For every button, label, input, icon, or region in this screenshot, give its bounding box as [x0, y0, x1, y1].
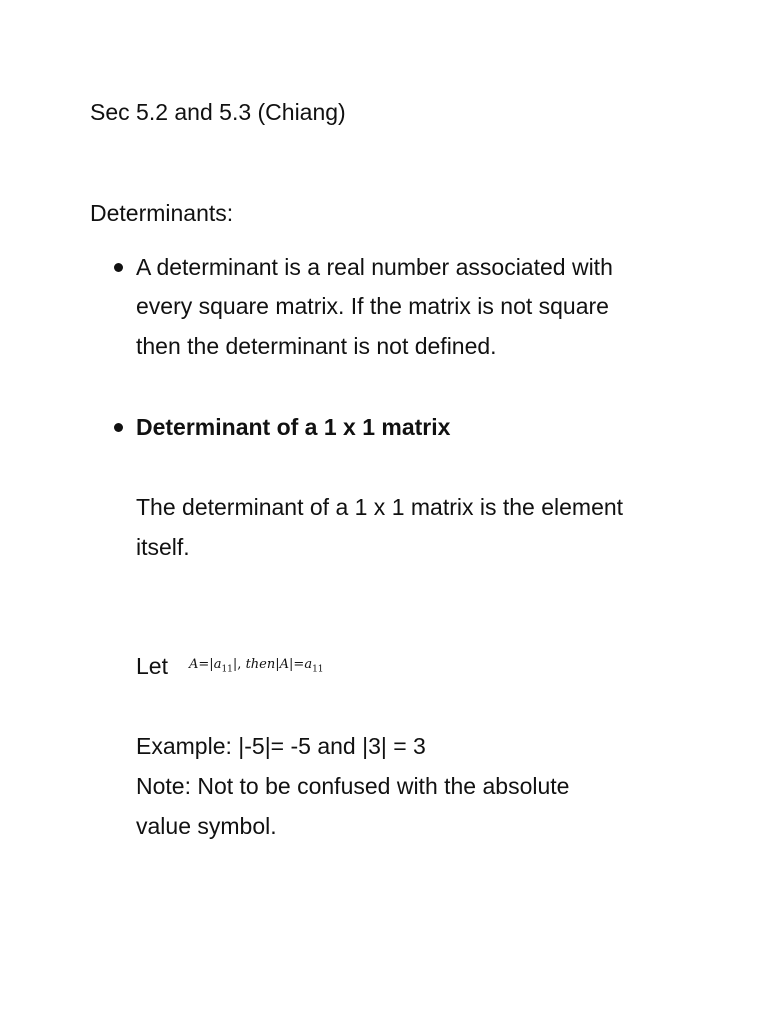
formula-separator: ,	[237, 657, 246, 672]
formula-bar-2: |	[232, 657, 238, 672]
formula-then: then	[245, 657, 276, 672]
formula-result-subscript: 11	[312, 664, 324, 675]
determinants-heading: Determinants:	[90, 200, 234, 226]
determinant-formula	[189, 655, 324, 680]
formula-result-element: a	[304, 657, 313, 672]
formula-equals-2: =	[293, 657, 305, 672]
bullet-2-body-line-1: The determinant of a 1 x 1 matrix is the element	[136, 494, 624, 520]
formula-bar-4: |	[289, 657, 294, 672]
bullet-2-title: Determinant of a 1 x 1 matrix	[136, 414, 451, 440]
bullet-2-marker	[114, 423, 123, 432]
formula-element-subscript: 11	[221, 664, 233, 675]
bullet-1-line-3: then the determinant is not defined.	[136, 333, 497, 359]
formula-bar-1: |	[209, 657, 214, 672]
bullet-1-line-1: A determinant is a real number associated with	[136, 254, 613, 280]
bullet-1-marker	[114, 263, 123, 272]
example-line: Example: |-5|= -5 and |3| = 3	[136, 733, 426, 759]
note-line-2: value symbol.	[136, 813, 277, 839]
let-label: Let	[136, 653, 168, 679]
formula-element: a	[213, 657, 222, 672]
note-line-1: Note: Not to be confused with the absolute	[136, 773, 570, 799]
formula-matrix-a: A	[189, 657, 199, 672]
section-title: Sec 5.2 and 5.3 (Chiang)	[90, 99, 346, 125]
bullet-1-line-2: every square matrix. If the matrix is not square	[136, 293, 609, 319]
formula-bar-3: |	[275, 657, 280, 672]
bullet-2-body-line-2: itself.	[136, 534, 190, 560]
formula-equals-1: =	[198, 657, 210, 672]
formula-matrix-a-2: A	[279, 657, 290, 672]
